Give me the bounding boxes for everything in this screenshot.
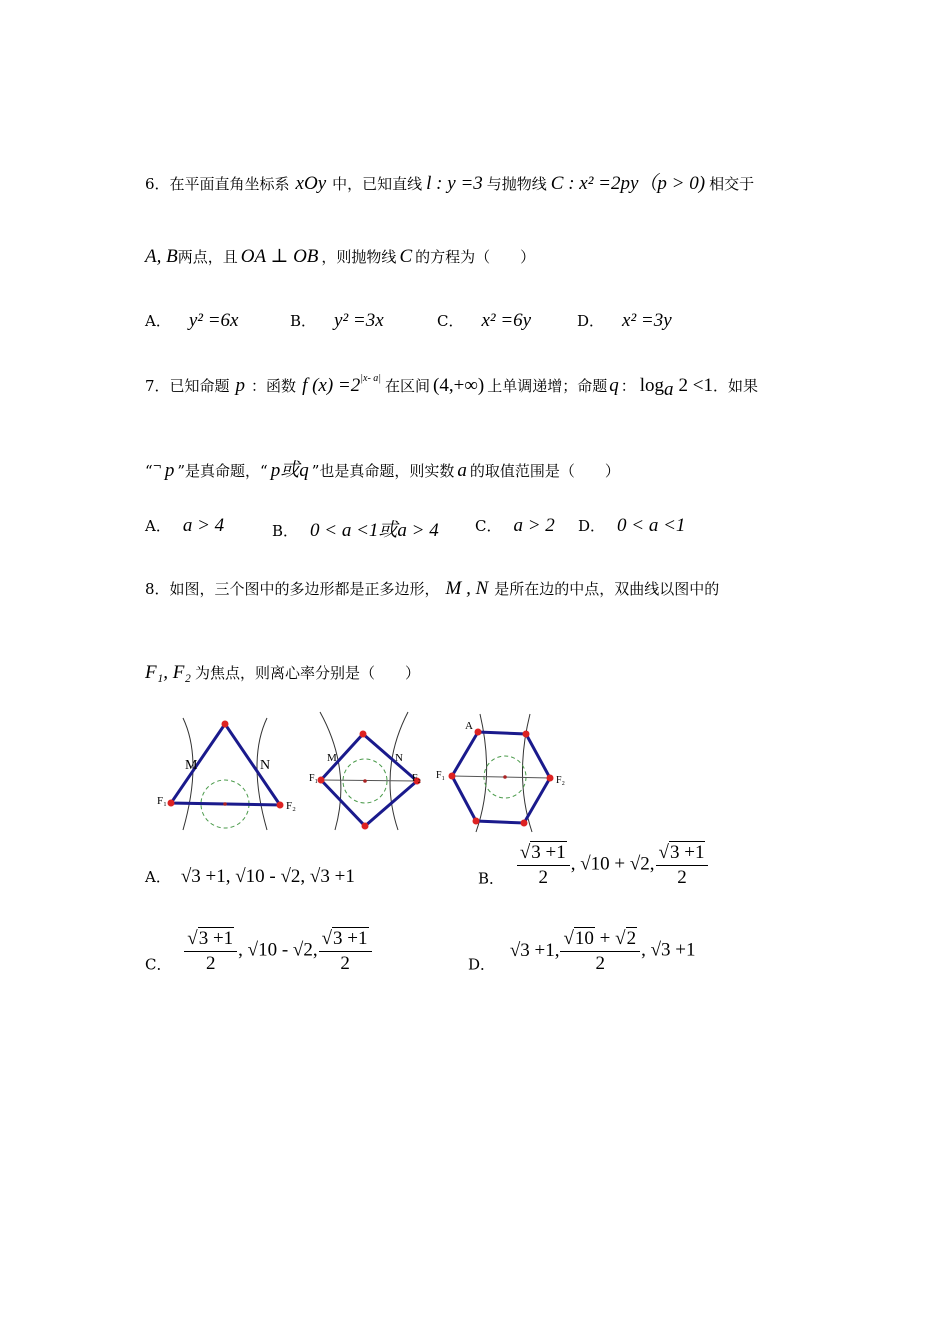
q7-math: q bbox=[609, 375, 619, 396]
fig1-label-m: M bbox=[185, 758, 198, 773]
q7-math: ¬ bbox=[152, 460, 162, 473]
q6-math: l : y =3 bbox=[426, 173, 483, 194]
q8-option-c[interactable]: C． $\frac{√3 +1}{2}$ , √10 - √2, $\frac{√3 +1}{2}$ bbox=[145, 928, 373, 975]
q6-text: 中，已知直线 bbox=[332, 175, 423, 193]
fig2-label-n: N bbox=[395, 752, 403, 764]
q6-math: xOy bbox=[295, 173, 327, 194]
q6-option-b[interactable]: B． y² =3x bbox=[290, 310, 384, 331]
q7-text: 在区间 bbox=[385, 377, 431, 395]
fig2-label-f2: F₂ bbox=[412, 773, 422, 784]
q7-math: a bbox=[457, 460, 467, 481]
q7-text: ．如果 bbox=[713, 377, 759, 395]
q7-text: ”是真命题，“ bbox=[177, 462, 268, 480]
hexagon-figure bbox=[440, 710, 570, 835]
q7-text: ：函数 bbox=[251, 377, 297, 395]
fig3-label-a: A bbox=[465, 720, 473, 732]
fig3-label-f1: F₁ bbox=[436, 770, 446, 781]
q6-line1 bbox=[145, 168, 754, 195]
q7-text: “ bbox=[145, 462, 153, 480]
q8-text: 8．如图，三个图中的多边形都是正多边形， bbox=[145, 580, 440, 598]
fig3-label-f2: F₂ bbox=[556, 775, 566, 786]
q8-option-a[interactable]: A． √3 +1, √10 - √2, √3 +1 bbox=[145, 866, 355, 887]
q7-line1 bbox=[145, 373, 758, 401]
square-figure bbox=[310, 710, 425, 835]
q7-option-b[interactable]: B． 0 < a <1或a > 4 bbox=[272, 520, 439, 541]
q8-option-d[interactable]: D． √3 +1, $\frac{√10 + √2}{2}$ , √3 +1 bbox=[468, 928, 696, 974]
q6-math: A, B bbox=[145, 246, 178, 267]
fig1-label-f1: F₁ bbox=[157, 795, 167, 807]
q7-math: 2 <1 bbox=[678, 375, 713, 396]
q7-math: a bbox=[664, 379, 674, 400]
q7-math: p bbox=[164, 460, 175, 481]
fig2-label-f1: F₁ bbox=[309, 773, 319, 784]
q6-option-c[interactable]: C． x² =6y bbox=[437, 310, 532, 331]
q7-text: 上单调递增；命题 bbox=[487, 377, 608, 395]
q7-text: ： bbox=[620, 377, 636, 395]
q8-math: M , N bbox=[445, 578, 489, 599]
q8-text: 为焦点，则离心率分别是（ ） bbox=[194, 664, 420, 682]
q7-option-c[interactable]: C． a > 2 bbox=[475, 515, 555, 536]
q6-math: C : x² =2py（p > 0) bbox=[550, 173, 706, 194]
q6-math: C bbox=[399, 246, 413, 267]
q6-text: 相交于 bbox=[709, 175, 755, 193]
q7-text: 的取值范围是（ ） bbox=[469, 462, 620, 480]
q6-text: 6．在平面直角坐标系 bbox=[145, 175, 290, 193]
q7-line2 bbox=[145, 455, 620, 482]
q7-option-d[interactable]: D． 0 < a <1 bbox=[578, 515, 686, 536]
q7-math: p或q bbox=[270, 460, 309, 481]
q7-math: p bbox=[235, 375, 246, 396]
q6-option-a[interactable]: A． y² =6x bbox=[145, 310, 239, 331]
q7-math: log bbox=[639, 375, 665, 396]
q6-text: 与抛物线 bbox=[486, 175, 547, 193]
q8-option-b[interactable]: B． $\frac{√3 +1}{2}$ , √10 + √2, $\frac{√3 +1}{2}$ bbox=[478, 842, 709, 889]
q7-math: f (x) =2 bbox=[302, 375, 361, 396]
q6-text: 的方程为（ ） bbox=[415, 248, 536, 266]
fig1-label-f2: F₂ bbox=[286, 800, 296, 812]
q7-math: (4,+∞) bbox=[433, 375, 485, 396]
q6-option-d[interactable]: D． x² =3y bbox=[577, 310, 672, 331]
q7-text: 7．已知命题 bbox=[145, 377, 230, 395]
q8-text: 是所在边的中点，双曲线以图中的 bbox=[494, 580, 720, 598]
q7-option-a[interactable]: A． a > 4 bbox=[145, 515, 225, 536]
q6-text: ，则抛物线 bbox=[321, 248, 397, 266]
triangle-figure bbox=[155, 710, 305, 835]
q8-line2 bbox=[145, 662, 420, 684]
fig1-label-n: N bbox=[260, 758, 271, 773]
q6-line2 bbox=[145, 245, 535, 268]
q6-text: 两点，且 bbox=[177, 248, 238, 266]
q6-math: OA ⊥ OB bbox=[240, 246, 319, 267]
fig2-label-m: M bbox=[327, 752, 337, 764]
q7-text: ”也是真命题，则实数 bbox=[311, 462, 455, 480]
q8-math: F₁, F₂ bbox=[145, 662, 191, 683]
q7-math: |x- a| bbox=[360, 373, 382, 384]
q8-line1 bbox=[145, 578, 719, 600]
